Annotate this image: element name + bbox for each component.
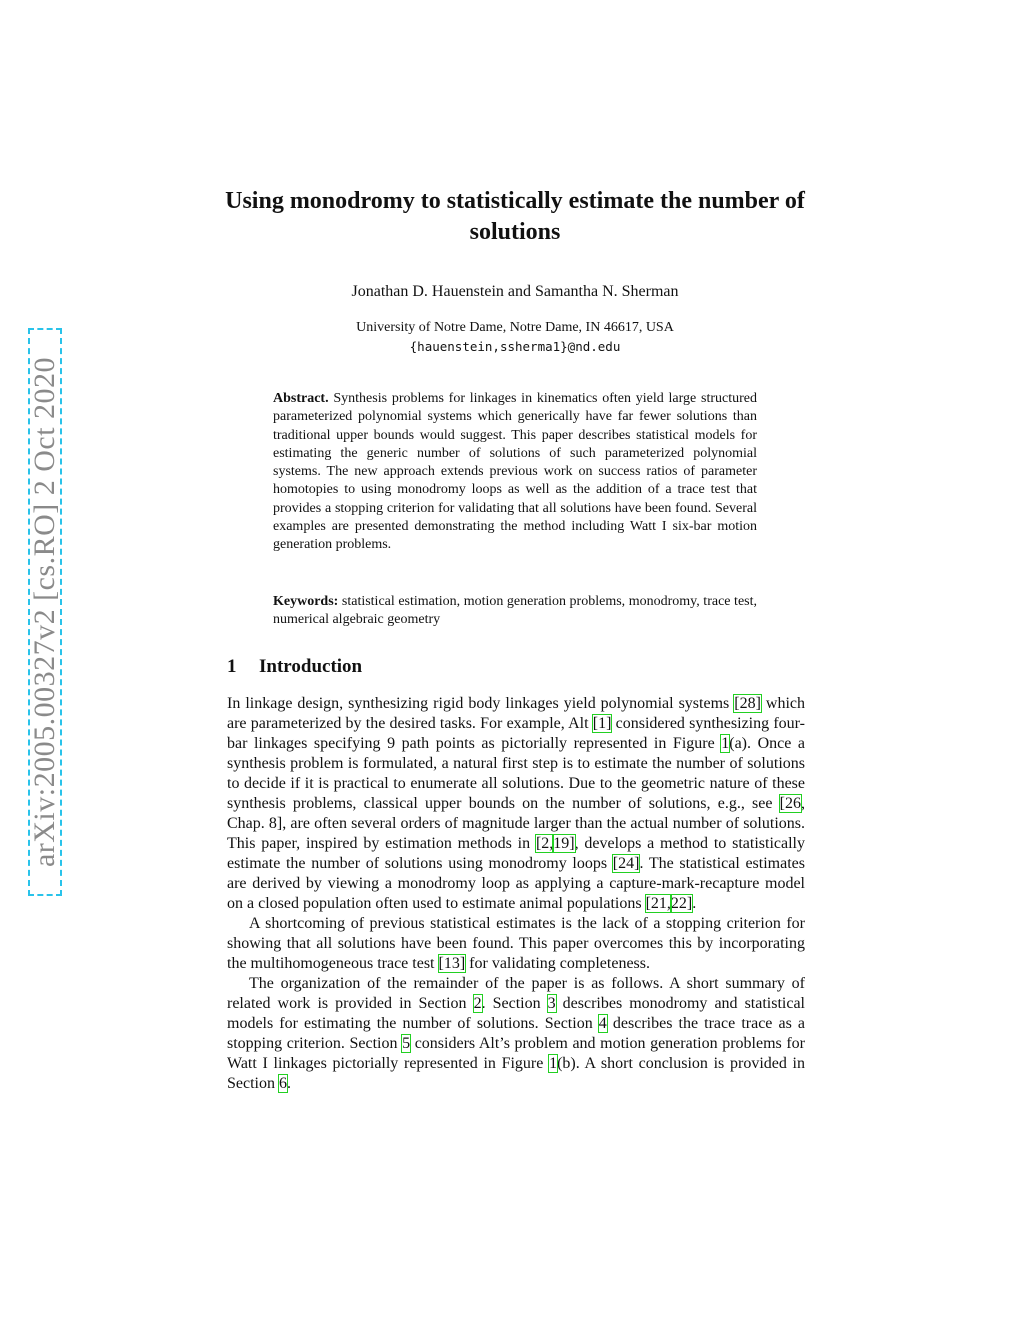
text-run: describes the trace trace as a stopping criterion. Section	[227, 1015, 806, 1052]
text-run: A shortcoming of previous statistical estimates is the lack of a stopping criterion for showing that all solutions have been found. This paper overcomes this by incorporating the multihomogeneous trace test	[227, 915, 805, 972]
section-heading-introduction	[227, 656, 362, 678]
citation-link-24[interactable]: [24]	[612, 855, 640, 872]
citation-link-26[interactable]: [26	[779, 795, 801, 812]
text-run: (b). A short conclusion is provided in Section	[227, 1055, 806, 1092]
citation-link-28[interactable]: [28]	[734, 695, 761, 712]
keywords	[273, 593, 757, 630]
section-link-5[interactable]: 5	[402, 1035, 411, 1052]
intro-paragraph-3	[227, 974, 805, 1094]
abstract-text: Synthesis problems for linkages in kinematics often yield large structured parameterized polynomial systems which generically have far fewer solutions than traditional upper bounds would suggest. This paper describes statistical models for estimating the generic number of solutions of such parameterized polynomial systems. The new approach extends previous work on success ratios of parameter homotopies to using monodromy loops as well as the addition of a trace test that provides a stopping criterion for validating that all solutions have been found. Several examples are presented demonstrating the method including Watt I six-bar motion generation problems.	[273, 391, 757, 553]
section-link-3[interactable]: 3	[547, 995, 556, 1012]
author-email: {hauenstein,ssherma1}@nd.edu	[409, 339, 621, 354]
keywords-text: statistical estimation, motion generation problems, monodromy, trace test, numerical algebraic geometry	[273, 594, 757, 628]
section-link-6[interactable]: 6	[279, 1075, 287, 1092]
text-run: considered synthesizing four-bar linkages specifying 9 path points as pictorially represented in Figure	[227, 715, 805, 752]
citation-link-2[interactable]: [2,	[535, 835, 554, 852]
citation-link-22[interactable]: 22]	[670, 895, 693, 912]
text-run: describes monodromy and statistical models for estimating the number of solutions. Section	[227, 995, 805, 1032]
abstract	[273, 390, 757, 555]
arxiv-sidebar-stamp[interactable]	[28, 328, 62, 896]
intro-paragraph-2	[227, 914, 805, 974]
text-run: . Section	[481, 995, 548, 1012]
citation-link-19[interactable]: 19]	[553, 835, 575, 852]
citation-link-21[interactable]: [21,	[645, 895, 671, 912]
arxiv-identifier: arXiv:2005.00327v2 [cs.RO] 2 Oct 2020	[28, 356, 62, 868]
text-run: In linkage design, synthesizing rigid body linkages yield polynomial systems	[227, 695, 735, 712]
figure-link-1[interactable]: 1	[721, 735, 730, 752]
section-link-2[interactable]: 2	[473, 995, 482, 1012]
keywords-label: Keywords:	[273, 594, 339, 609]
section-number: 1	[227, 656, 237, 677]
text-run: The organization of the remainder of the paper is as follows. A short summary of related work is provided in Section	[227, 975, 805, 1012]
text-run: , develops a method to statistically estimate the number of solutions using monodromy loops	[227, 835, 805, 872]
text-run: (a). Once a synthesis problem is formulated, a natural first step is to estimate the number of solutions to decide if it is practical to enumerate all solutions. Due to the geometric nature of these synthesis problems, classical upper bounds on the number of solutions, e.g., see	[227, 735, 805, 812]
section-link-4[interactable]: 4	[598, 1015, 607, 1032]
citation-link-1[interactable]: [1]	[592, 715, 612, 732]
author-affiliation: University of Notre Dame, Notre Dame, IN 46617, USA	[356, 320, 674, 335]
introduction-body	[227, 694, 805, 1094]
text-run: . The statistical estimates are derived by viewing a monodromy loop as applying a capture-mark-recapture model on a closed population often used to estimate animal populations	[227, 855, 805, 912]
paper-authors: Jonathan D. Hauenstein and Samantha N. Sherman	[351, 283, 679, 300]
text-run: .	[287, 1075, 291, 1092]
intro-paragraph-1	[227, 694, 805, 914]
text-run: .	[692, 895, 697, 912]
figure-link-1[interactable]: 1	[549, 1055, 558, 1072]
text-run: , Chap. 8], are often several orders of magnitude larger than the actual number of solutions. This paper, inspired by estimation methods in	[227, 795, 805, 852]
abstract-label: Abstract.	[273, 391, 329, 406]
text-run: for validating completeness.	[465, 955, 650, 972]
paper-title: Using monodromy to statistically estimate the number of solutions	[225, 188, 805, 245]
text-run: which are parameterized by the desired tasks. For example, Alt	[227, 695, 805, 732]
text-run: considers Alt’s problem and motion generation problems for Watt I linkages pictorially represented in Figure	[227, 1035, 805, 1072]
section-title: Introduction	[259, 656, 363, 677]
citation-link-13[interactable]: [13]	[438, 955, 466, 972]
